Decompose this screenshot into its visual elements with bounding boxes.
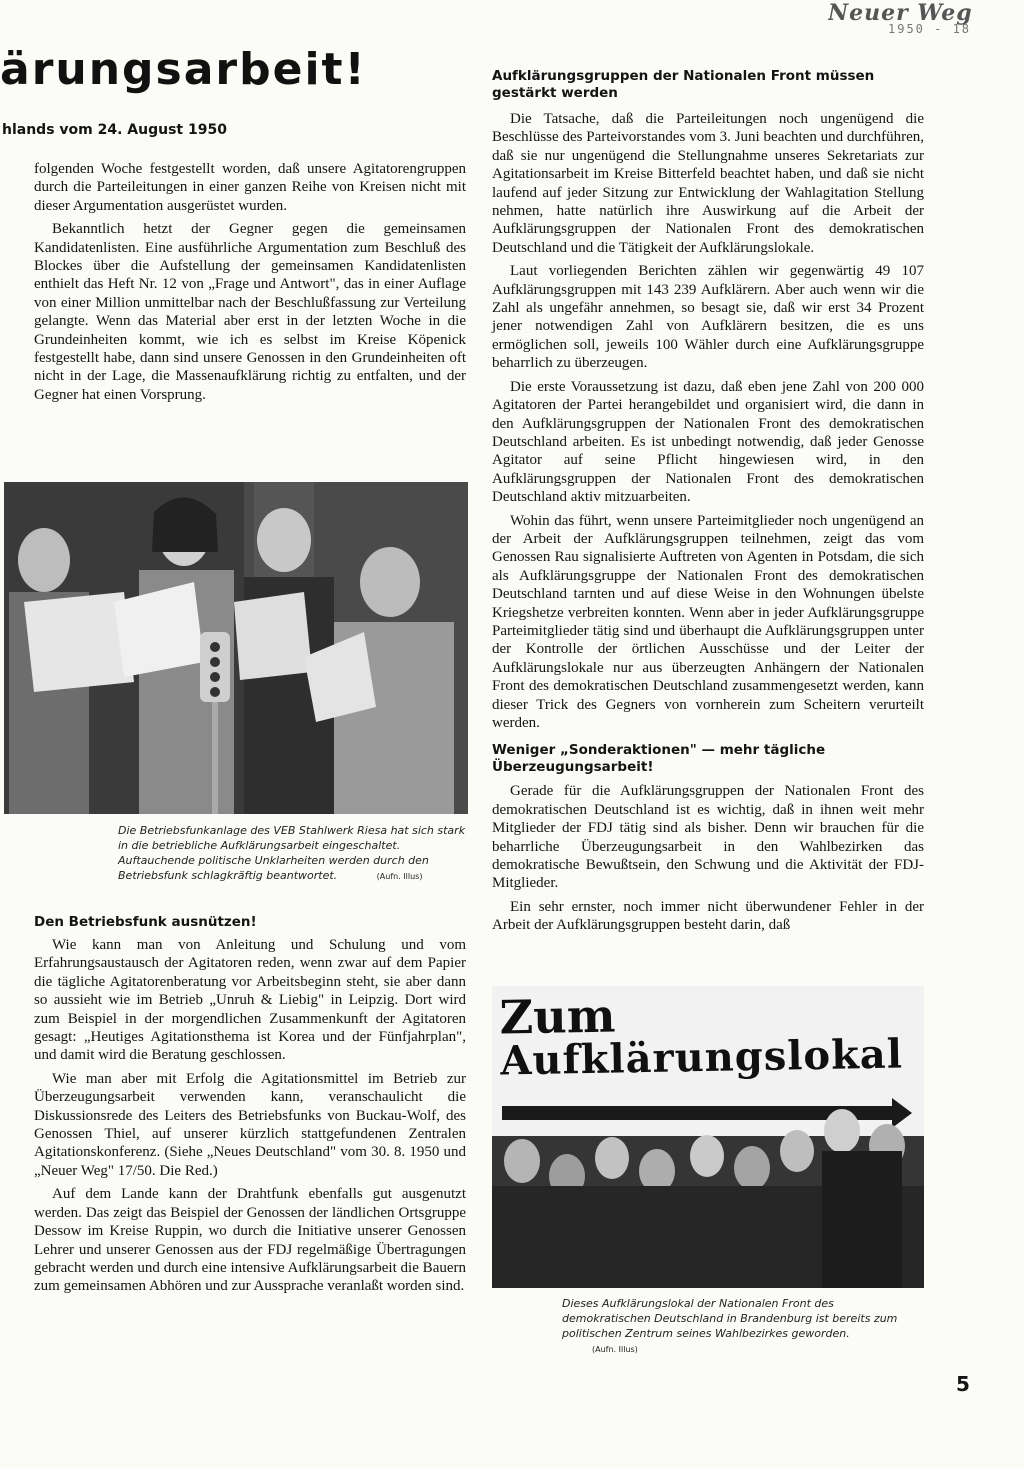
section-heading: Aufklärungsgruppen der Nationalen Front müssen gestärkt werden (492, 68, 875, 101)
sign-line-1: Zum (499, 988, 616, 1045)
photo-radio-studio (4, 482, 468, 814)
photo-aufklaerungslokal (492, 986, 924, 1288)
sign-line-2: Aufklärungslokal (499, 1030, 904, 1085)
section-heading: Den Betriebsfunk ausnützen! (34, 914, 257, 930)
paragraph: Wie man aber mit Erfolg die Agitationsmittel im Betrieb zur Überzeugungsarbeit verwenden kann, veranschaulicht die Diskussionsrede des Leiters des Betriebsfunks von Buckau-Wolf, des Genossen Thiel, auf unserer kürzlich stattgefundenen Zentralen Agitationskonferenz. (Siehe „Neues Deutschland" vom 30. 8. 1950 und „Neuer Weg" 17/50. Die Red.) (34, 1070, 466, 1179)
paragraph: Wohin das führt, wenn unsere Parteimitglieder noch ungenügend an der Arbeit der Aufklärungsgruppen teilnehmen, zeigt das vom Genossen Rau signalisierte Auftreten von Agenten in Potsdam, die sich als Aufklärungsgruppe der Nationalen Front des demokratischen Deutschland tarnten und auf diese Weise in den Wohnungen übelste Kriegshetze verbreiten konnten. Wenn aber in jeder Aufklärungsgruppe Parteimitglieder tätig sind und überhaupt die Aufklärungsgruppen unter der Kontrolle der örtlichen Ausschüsse und der Leiter der Aufklärungslokale nur aus überzeugten Anhängern der Nationalen Front des demokratischen Deutschland zusammengesetzt werden, kann dieser Trick des Gegners von vornherein zum Scheitern verurteilt werden. (492, 512, 924, 731)
masthead: Neuer Weg (828, 0, 973, 26)
left-column-top (34, 160, 466, 409)
photo-credit: (Aufn. Illus) (376, 872, 423, 881)
paragraph: Wie kann man von Anleitung und Schulung und vom Erfahrungsaustausch der Agitatoren reden, wenn zwar auf dem Papier die tägliche Agitatorenberatung vor Arbeitsbeginn steht, sie aber dann so aussieht wie im Betrieb „Unruh & Liebig" in Leipzig. Dort wird zum Beispiel in der morgendlichen Zusammenkunft der Agitatoren gesagt: „Heutiges Agitationsthema ist Korea und der Fünfjahrplan", und damit wird die Beratung geschlossen. (34, 937, 466, 1064)
paragraph: Ein sehr ernster, noch immer nicht überwundener Fehler in der Arbeit der Aufklärungsgruppen besteht darin, daß (492, 898, 924, 934)
headline: ärungsarbeit! (0, 44, 367, 95)
photo-credit: (Aufn. Illus) (592, 1345, 638, 1354)
sign-text (499, 988, 903, 1083)
page-number: 5 (956, 1372, 970, 1396)
paragraph: Gerade für die Aufklärungsgruppen der Nationalen Front des demokratischen Deutschland ist es wichtig, daß in ihnen weit mehr Mitglieder der FDJ tätig sind als bisher. Denn wir brauchen für die beharrliche Überzeugungsarbeit in den Wahlbezirken das demokratische Bewußtsein, den Schwung und die Aktivität der FDJ-Mitglieder. (492, 783, 924, 892)
dateline: hlands vom 24. August 1950 (2, 122, 227, 138)
paragraph: Die erste Voraussetzung ist dazu, daß eben jene Zahl von 200 000 Agitatoren der Partei herangebildet und organisiert wird, die dann in den Aufklärungsgruppen der Nationalen Front des demokratischen Deutschland arbeiten. Es ist unbedingt notwendig, daß jeder Genosse Agitator auf seine Pflicht hingewiesen wird, in den Aufklärungsgruppen der Nationalen Front des demokratischen Deutschland aktiv mitzuarbeiten. (492, 378, 924, 506)
caption-text: Dieses Aufklärungslokal der Nationalen Front des demokratischen Deutschland in Brandenburg ist bereits zum politischen Zentrum seines Wahlbezirkes geworden. (562, 1297, 898, 1340)
photo-radio-studio-image (4, 482, 468, 814)
paragraph: Auf dem Lande kann der Drahtfunk ebenfalls gut ausgenutzt werden. Das zeigt das Beispiel der Genossen der ländlichen Ortsgruppe Dessow im Kreise Ruppin, wo durch die Initiative unserer Genossen Lehrer und unserer Genossen aus der FDJ regelmäßige Übertragungen gebracht werden und durch eine intensive Aufklärungsarbeit die Bauern zum gemeinsamen Abhören und zur Aussprache veranlaßt worden sind. (34, 1186, 466, 1295)
paragraph: Die Tatsache, daß die Parteileitungen noch ungenügend die Beschlüsse des Parteivorstandes vom 3. Juni beachten und durchführen, daß sie nur ungenügend die Stellungnahme unseres Sekretariats zur Agitationsarbeit im Kreise Bitterfeld beachtet haben, und daß sie nicht laufend auf jeder Sitzung zur Entwicklung der Wahlagitation Stellung nehmen, hatte natürlich ihre Auswirkung auf die Arbeit der Aufklärungsgruppen der Nationalen Front des demokratischen Deutschland und die Tätigkeit der Aufklärungslokale. (492, 111, 924, 256)
left-column-bottom (34, 914, 466, 1301)
paragraph: Laut vorliegenden Berichten zählen wir gegenwärtig 49 107 Aufklärungsgruppen mit 143 239 Aufklärern. Aber auch wenn wir die Zahl als ungefähr annehmen, so besagt sie, daß wir erst 34 Prozent jener notwendigen Zahl von Aufklärern besitzen, die es uns ermöglichen soll, jeweils 100 Wähler durch eine Aufklärungsgruppe beharrlich zu überzeugen. (492, 263, 924, 372)
right-column (492, 68, 924, 940)
paragraph: folgenden Woche festgestellt worden, daß unsere Agitatorengruppen durch die Parteileitungen in einer ganzen Reihe von Kreisen nicht mit dieser Argumentation ausgerüstet wurden. (34, 161, 466, 214)
photo-radio-caption (118, 823, 466, 884)
caption-text: Die Betriebsfunkanlage des VEB Stahlwerk Riesa hat sich stark in die betriebliche Aufklärungsarbeit eingeschaltet. Auftauchende politische Unklarheiten werden durch den Betriebsfunk schlagkräftig beantwortet. (118, 824, 466, 882)
issue-number: 1950 - 18 (888, 22, 972, 36)
section-heading: Weniger „Sonderaktionen" — mehr tägliche Überzeugungsarbeit! (492, 742, 826, 776)
paragraph: Bekanntlich hetzt der Gegner gegen die gemeinsamen Kandidatenlisten. Eine ausführliche Argumentation zum Beschluß des Blockes über die Aufstellung der gemeinsamen Kandidatenlisten enthielt das Heft Nr. 12 von „Frage und Antwort", das in einer Auflage von einer Million unmittelbar nach der Beschlußfassung zur Verteilung gelangte. Wenn das Material aber erst in der letzten Woche in die Grundeinheiten kommt, wie ich es selbst im Kreise Köpenick festgestellt habe, dann sind unsere Genossen in den Grundeinheiten oft nicht in der Lage, die Massenaufklärung richtig zu entfalten, und der Gegner hat einen Vorsprung. (34, 221, 466, 403)
photo-lokal-caption (562, 1296, 926, 1357)
